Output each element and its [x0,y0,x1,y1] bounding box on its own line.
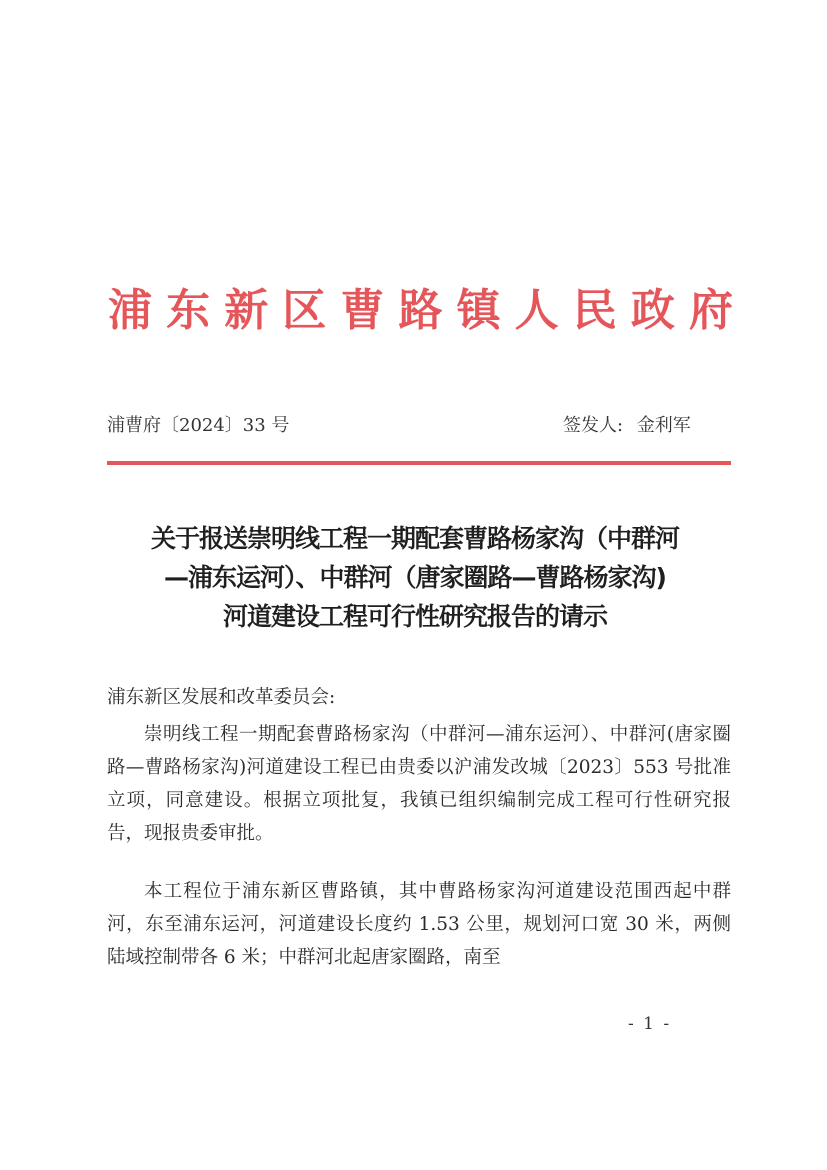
header-char: 区 [282,285,327,336]
header-char: 政 [630,285,675,336]
header-char: 镇 [456,285,501,336]
title-line: 河道建设工程可行性研究报告的请示 [222,602,607,631]
header-char: 浦 [108,285,152,336]
header-char: 路 [398,285,443,336]
body-paragraph: 崇明线工程一期配套曹路杨家沟（中群河—浦东运河）、中群河(唐家圈路—曹路杨家沟)河道建设工程已由贵委以沪浦发改城〔2023〕553 号批准立项，同意建设。根据立项批复，我镇已组织编制完成工程可行性研究报告，现报贵委审批。 [107,724,731,844]
red-divider-line [107,461,731,465]
header-char: 东 [166,285,211,336]
header-char: 新 [224,285,269,336]
document-title [100,519,730,636]
title-line: —浦东运河）、中群河（唐家圈路—曹路杨家沟) [164,563,666,592]
header-char: 府 [688,285,733,336]
page-number: - 1 - [628,1014,672,1034]
issuing-authority-header [108,283,733,339]
header-char: 曹 [340,285,385,336]
signer-label: 签发人: [563,415,624,436]
document-number: 浦曹府〔2024〕33 号 [107,415,290,436]
signer-name: 金利军 [636,415,691,436]
header-char: 民 [572,285,617,336]
header-char: 人 [514,285,559,336]
addressee: 浦东新区发展和改革委员会: [107,687,336,708]
signer-row [563,414,691,438]
title-line: 关于报送崇明线工程一期配套曹路杨家沟（中群河 [150,524,679,553]
body-paragraph: 本工程位于浦东新区曹路镇，其中曹路杨家沟河道建设范围西起中群河，东至浦东运河，河道建设长度约 1.53 公里，规划河口宽 30 米，两侧陆域控制带各 6 米；中群河北起唐家圈路，南至 [107,881,731,968]
